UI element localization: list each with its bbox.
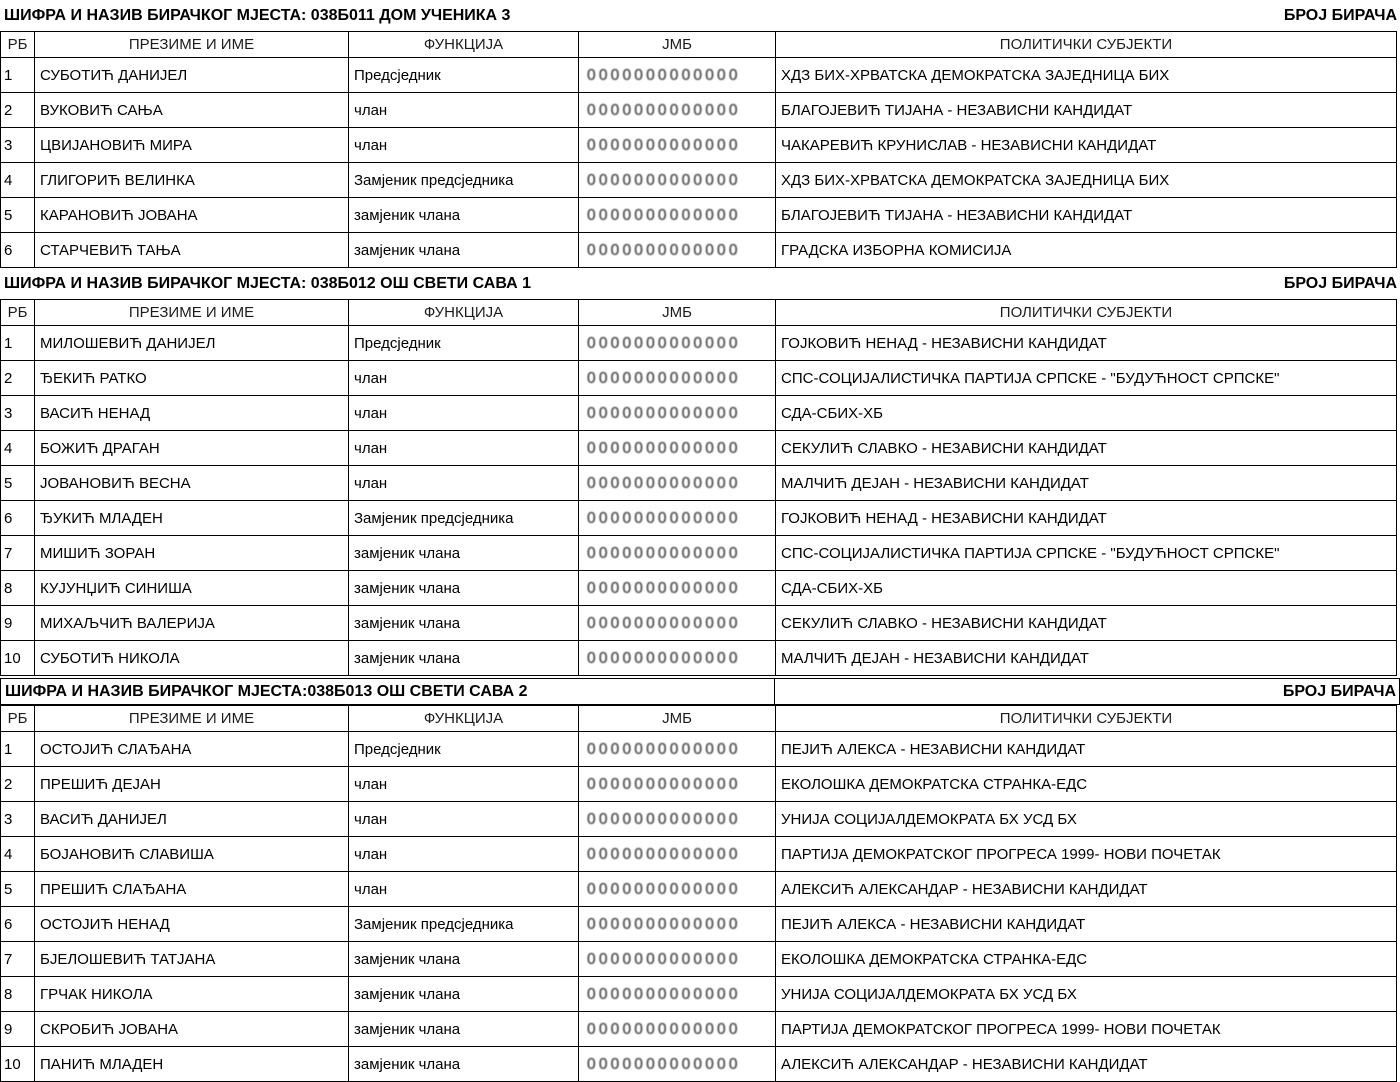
member-jmb-cell bbox=[579, 326, 776, 361]
member-name-cell: ЂЕКИЋ РАТКО bbox=[35, 361, 349, 396]
column-header-function: ФУНКЦИЈА bbox=[349, 300, 579, 326]
table-row bbox=[1, 872, 1397, 907]
row-number-cell: 3 bbox=[1, 802, 35, 837]
committee-members-table bbox=[0, 31, 1397, 268]
row-number-cell: 1 bbox=[1, 326, 35, 361]
member-name-cell: ВУКОВИЋ САЊА bbox=[35, 93, 349, 128]
member-name-cell: МИШИЋ ЗОРАН bbox=[35, 536, 349, 571]
column-header-political-subjects: ПОЛИТИЧКИ СУБЈЕКТИ bbox=[776, 32, 1397, 58]
member-name-cell: СУБОТИЋ ДАНИЈЕЛ bbox=[35, 58, 349, 93]
column-header-name: ПРЕЗИМЕ И ИМЕ bbox=[35, 32, 349, 58]
member-name-cell: ЈОВАНОВИЋ ВЕСНА bbox=[35, 466, 349, 501]
member-function-cell: замјеник члана bbox=[349, 233, 579, 268]
member-jmb-cell bbox=[579, 536, 776, 571]
table-row bbox=[1, 767, 1397, 802]
member-name-cell: ПАНИЋ МЛАДЕН bbox=[35, 1047, 349, 1082]
column-header-jmb: ЈМБ bbox=[579, 32, 776, 58]
political-subject-cell: ГОЈКОВИЋ НЕНАД - НЕЗАВИСНИ КАНДИДАТ bbox=[776, 501, 1397, 536]
member-name-cell: ОСТОЈИЋ НЕНАД bbox=[35, 907, 349, 942]
row-number-cell: 5 bbox=[1, 872, 35, 907]
station-code-and-name-title: ШИФРА И НАЗИВ БИРАЧКОГ МЈЕСТА:038Б013 ОШ СВЕТИ САВА 2 bbox=[1, 679, 775, 704]
station-code-and-name-title: ШИФРА И НАЗИВ БИРАЧКОГ МЈЕСТА: 038Б012 ОШ СВЕТИ САВА 1 bbox=[4, 274, 531, 292]
member-jmb-cell bbox=[579, 907, 776, 942]
table-row bbox=[1, 396, 1397, 431]
column-header-political-subjects: ПОЛИТИЧКИ СУБЈЕКТИ bbox=[776, 300, 1397, 326]
political-subject-cell: ЕКОЛОШКА ДЕМОКРАТСКА СТРАНКА-ЕДС bbox=[776, 942, 1397, 977]
row-number-cell: 9 bbox=[1, 1012, 35, 1047]
row-number-cell: 10 bbox=[1, 641, 35, 676]
political-subject-cell: УНИЈА СОЦИЈАЛДЕМОКРАТА БХ УСД БХ bbox=[776, 977, 1397, 1012]
redacted-jmb-value: 0000000000000 bbox=[587, 250, 741, 259]
member-jmb-cell bbox=[579, 837, 776, 872]
redacted-jmb-value: 0000000000000 bbox=[587, 994, 741, 1003]
table-body bbox=[1, 326, 1397, 676]
political-subject-cell: СЕКУЛИЋ СЛАВКО - НЕЗАВИСНИ КАНДИДАТ bbox=[776, 431, 1397, 466]
row-number-cell: 2 bbox=[1, 93, 35, 128]
political-subject-cell: СДА-СБИХ-ХБ bbox=[776, 396, 1397, 431]
member-jmb-cell bbox=[579, 128, 776, 163]
redacted-jmb-value: 0000000000000 bbox=[587, 75, 741, 84]
member-jmb-cell bbox=[579, 361, 776, 396]
polling-station-section bbox=[0, 0, 1400, 268]
member-jmb-cell bbox=[579, 198, 776, 233]
column-header-name: ПРЕЗИМЕ И ИМЕ bbox=[35, 300, 349, 326]
member-name-cell: ВАСИЋ НЕНАД bbox=[35, 396, 349, 431]
member-name-cell: ГРЧАК НИКОЛА bbox=[35, 977, 349, 1012]
table-row bbox=[1, 431, 1397, 466]
row-number-cell: 4 bbox=[1, 837, 35, 872]
political-subject-cell: СПС-СОЦИЈАЛИСТИЧКА ПАРТИЈА СРПСКЕ - "БУДУЋНОСТ СРПСКЕ" bbox=[776, 536, 1397, 571]
redacted-jmb-value: 0000000000000 bbox=[587, 180, 741, 189]
member-function-cell: члан bbox=[349, 396, 579, 431]
table-header-row bbox=[1, 32, 1397, 58]
member-function-cell: члан bbox=[349, 872, 579, 907]
table-row bbox=[1, 536, 1397, 571]
row-number-cell: 7 bbox=[1, 536, 35, 571]
member-name-cell: ЂУКИЋ МЛАДЕН bbox=[35, 501, 349, 536]
political-subject-cell: МАЛЧИЋ ДЕЈАН - НЕЗАВИСНИ КАНДИДАТ bbox=[776, 641, 1397, 676]
redacted-jmb-value: 0000000000000 bbox=[587, 588, 741, 597]
redacted-jmb-value: 0000000000000 bbox=[587, 1029, 741, 1038]
row-number-cell: 1 bbox=[1, 732, 35, 767]
political-subject-cell: АЛЕКСИЋ АЛЕКСАНДАР - НЕЗАВИСНИ КАНДИДАТ bbox=[776, 1047, 1397, 1082]
redacted-jmb-value: 0000000000000 bbox=[587, 343, 741, 352]
column-header-function: ФУНКЦИЈА bbox=[349, 706, 579, 732]
political-subject-cell: АЛЕКСИЋ АЛЕКСАНДАР - НЕЗАВИСНИ КАНДИДАТ bbox=[776, 872, 1397, 907]
member-function-cell: члан bbox=[349, 466, 579, 501]
member-function-cell: замјеник члана bbox=[349, 942, 579, 977]
row-number-cell: 2 bbox=[1, 361, 35, 396]
member-name-cell: ЦВИЈАНОВИЋ МИРА bbox=[35, 128, 349, 163]
member-jmb-cell bbox=[579, 641, 776, 676]
member-jmb-cell bbox=[579, 732, 776, 767]
member-jmb-cell bbox=[579, 977, 776, 1012]
committee-members-table bbox=[0, 705, 1397, 1082]
voters-count-label: БРОЈ БИРАЧА bbox=[1283, 274, 1397, 292]
member-function-cell: замјеник члана bbox=[349, 606, 579, 641]
political-subject-cell: ПЕЈИЋ АЛЕКСА - НЕЗАВИСНИ КАНДИДАТ bbox=[776, 732, 1397, 767]
political-subject-cell: ЕКОЛОШКА ДЕМОКРАТСКА СТРАНКА-ЕДС bbox=[776, 767, 1397, 802]
table-row bbox=[1, 361, 1397, 396]
member-function-cell: замјеник члана bbox=[349, 641, 579, 676]
member-name-cell: БОЈАНОВИЋ СЛАВИША bbox=[35, 837, 349, 872]
member-name-cell: ОСТОЈИЋ СЛАЂАНА bbox=[35, 732, 349, 767]
table-row bbox=[1, 233, 1397, 268]
redacted-jmb-value: 0000000000000 bbox=[587, 215, 741, 224]
redacted-jmb-value: 0000000000000 bbox=[587, 889, 741, 898]
political-subject-cell: УНИЈА СОЦИЈАЛДЕМОКРАТА БХ УСД БХ bbox=[776, 802, 1397, 837]
row-number-cell: 3 bbox=[1, 128, 35, 163]
table-row bbox=[1, 571, 1397, 606]
member-jmb-cell bbox=[579, 802, 776, 837]
political-subject-cell: БЛАГОЈЕВИЋ ТИЈАНА - НЕЗАВИСНИ КАНДИДАТ bbox=[776, 198, 1397, 233]
table-body bbox=[1, 58, 1397, 268]
row-number-cell: 6 bbox=[1, 501, 35, 536]
column-header-political-subjects: ПОЛИТИЧКИ СУБЈЕКТИ bbox=[776, 706, 1397, 732]
column-header-jmb: ЈМБ bbox=[579, 706, 776, 732]
member-function-cell: замјеник члана bbox=[349, 1047, 579, 1082]
table-row bbox=[1, 1047, 1397, 1082]
member-jmb-cell bbox=[579, 942, 776, 977]
redacted-jmb-value: 0000000000000 bbox=[587, 518, 741, 527]
table-row bbox=[1, 58, 1397, 93]
political-subject-cell: МАЛЧИЋ ДЕЈАН - НЕЗАВИСНИ КАНДИДАТ bbox=[776, 466, 1397, 501]
member-jmb-cell bbox=[579, 58, 776, 93]
table-row bbox=[1, 163, 1397, 198]
redacted-jmb-value: 0000000000000 bbox=[587, 784, 741, 793]
column-header-rb: РБ bbox=[1, 706, 35, 732]
member-name-cell: СКРОБИЋ ЈОВАНА bbox=[35, 1012, 349, 1047]
voters-count-label: БРОЈ БИРАЧА bbox=[1283, 6, 1397, 24]
column-header-rb: РБ bbox=[1, 32, 35, 58]
member-function-cell: члан bbox=[349, 361, 579, 396]
voters-count-label: БРОЈ БИРАЧА bbox=[1282, 682, 1396, 700]
member-name-cell: ПРЕШИЋ ДЕЈАН bbox=[35, 767, 349, 802]
member-function-cell: Предсједник bbox=[349, 58, 579, 93]
row-number-cell: 1 bbox=[1, 58, 35, 93]
polling-station-section bbox=[0, 268, 1400, 676]
member-name-cell: БОЖИЋ ДРАГАН bbox=[35, 431, 349, 466]
redacted-jmb-value: 0000000000000 bbox=[587, 1064, 741, 1073]
row-number-cell: 5 bbox=[1, 198, 35, 233]
row-number-cell: 8 bbox=[1, 977, 35, 1012]
political-subject-cell: ПАРТИЈА ДЕМОКРАТСКОГ ПРОГРЕСА 1999- НОВИ ПОЧЕТАК bbox=[776, 837, 1397, 872]
member-name-cell: КАРАНОВИЋ ЈОВАНА bbox=[35, 198, 349, 233]
table-row bbox=[1, 128, 1397, 163]
member-jmb-cell bbox=[579, 606, 776, 641]
member-jmb-cell bbox=[579, 431, 776, 466]
member-jmb-cell bbox=[579, 93, 776, 128]
member-jmb-cell bbox=[579, 1012, 776, 1047]
member-jmb-cell bbox=[579, 396, 776, 431]
member-function-cell: замјеник члана bbox=[349, 198, 579, 233]
member-function-cell: члан bbox=[349, 93, 579, 128]
station-code-and-name-title: ШИФРА И НАЗИВ БИРАЧКОГ МЈЕСТА: 038Б011 ДОМ УЧЕНИКА 3 bbox=[4, 6, 511, 24]
row-number-cell: 9 bbox=[1, 606, 35, 641]
table-row bbox=[1, 641, 1397, 676]
political-subject-cell: ПЕЈИЋ АЛЕКСА - НЕЗАВИСНИ КАНДИДАТ bbox=[776, 907, 1397, 942]
member-name-cell: МИХАЉЧИЋ ВАЛЕРИЈА bbox=[35, 606, 349, 641]
table-row bbox=[1, 198, 1397, 233]
redacted-jmb-value: 0000000000000 bbox=[587, 959, 741, 968]
column-header-rb: РБ bbox=[1, 300, 35, 326]
member-function-cell: замјеник члана bbox=[349, 536, 579, 571]
member-function-cell: члан bbox=[349, 767, 579, 802]
table-body bbox=[1, 732, 1397, 1082]
political-subject-cell: ПАРТИЈА ДЕМОКРАТСКОГ ПРОГРЕСА 1999- НОВИ ПОЧЕТАК bbox=[776, 1012, 1397, 1047]
member-function-cell: Предсједник bbox=[349, 326, 579, 361]
political-subject-cell: ЧАКАРЕВИЋ КРУНИСЛАВ - НЕЗАВИСНИ КАНДИДАТ bbox=[776, 128, 1397, 163]
member-function-cell: замјеник члана bbox=[349, 571, 579, 606]
member-function-cell: замјеник члана bbox=[349, 977, 579, 1012]
redacted-jmb-value: 0000000000000 bbox=[587, 924, 741, 933]
redacted-jmb-value: 0000000000000 bbox=[587, 145, 741, 154]
political-subject-cell: ХДЗ БИХ-ХРВАТСКА ДЕМОКРАТСКА ЗАЈЕДНИЦА БИХ bbox=[776, 163, 1397, 198]
redacted-jmb-value: 0000000000000 bbox=[587, 623, 741, 632]
table-row bbox=[1, 1012, 1397, 1047]
member-function-cell: члан bbox=[349, 802, 579, 837]
section-title-band bbox=[0, 268, 1400, 299]
row-number-cell: 8 bbox=[1, 571, 35, 606]
member-jmb-cell bbox=[579, 767, 776, 802]
row-number-cell: 10 bbox=[1, 1047, 35, 1082]
redacted-jmb-value: 0000000000000 bbox=[587, 658, 741, 667]
redacted-jmb-value: 0000000000000 bbox=[587, 378, 741, 387]
row-number-cell: 4 bbox=[1, 163, 35, 198]
table-row bbox=[1, 326, 1397, 361]
column-header-function: ФУНКЦИЈА bbox=[349, 32, 579, 58]
member-jmb-cell bbox=[579, 163, 776, 198]
row-number-cell: 2 bbox=[1, 767, 35, 802]
redacted-jmb-value: 0000000000000 bbox=[587, 110, 741, 119]
member-function-cell: Замјеник предсједника bbox=[349, 163, 579, 198]
table-row bbox=[1, 977, 1397, 1012]
member-function-cell: члан bbox=[349, 837, 579, 872]
table-row bbox=[1, 466, 1397, 501]
table-header-row bbox=[1, 706, 1397, 732]
redacted-jmb-value: 0000000000000 bbox=[587, 819, 741, 828]
member-name-cell: МИЛОШЕВИЋ ДАНИЈЕЛ bbox=[35, 326, 349, 361]
member-function-cell: члан bbox=[349, 431, 579, 466]
political-subject-cell: СПС-СОЦИЈАЛИСТИЧКА ПАРТИЈА СРПСКЕ - "БУДУЋНОСТ СРПСКЕ" bbox=[776, 361, 1397, 396]
member-name-cell: КУЈУНЏИЋ СИНИША bbox=[35, 571, 349, 606]
member-name-cell: ВАСИЋ ДАНИЈЕЛ bbox=[35, 802, 349, 837]
redacted-jmb-value: 0000000000000 bbox=[587, 483, 741, 492]
political-subject-cell: СДА-СБИХ-ХБ bbox=[776, 571, 1397, 606]
section-title-band bbox=[0, 678, 1400, 705]
member-function-cell: члан bbox=[349, 128, 579, 163]
redacted-jmb-value: 0000000000000 bbox=[587, 854, 741, 863]
member-jmb-cell bbox=[579, 1047, 776, 1082]
redacted-jmb-value: 0000000000000 bbox=[587, 413, 741, 422]
member-function-cell: замјеник члана bbox=[349, 1012, 579, 1047]
table-row bbox=[1, 942, 1397, 977]
member-jmb-cell bbox=[579, 466, 776, 501]
redacted-jmb-value: 0000000000000 bbox=[587, 448, 741, 457]
member-jmb-cell bbox=[579, 571, 776, 606]
member-name-cell: ГЛИГОРИЋ ВЕЛИНКА bbox=[35, 163, 349, 198]
table-row bbox=[1, 606, 1397, 641]
row-number-cell: 6 bbox=[1, 233, 35, 268]
political-subject-cell: БЛАГОЈЕВИЋ ТИЈАНА - НЕЗАВИСНИ КАНДИДАТ bbox=[776, 93, 1397, 128]
column-header-jmb: ЈМБ bbox=[579, 300, 776, 326]
redacted-jmb-value: 0000000000000 bbox=[587, 749, 741, 758]
member-name-cell: СТАРЧЕВИЋ ТАЊА bbox=[35, 233, 349, 268]
row-number-cell: 3 bbox=[1, 396, 35, 431]
polling-station-section bbox=[0, 678, 1400, 1082]
member-function-cell: Предсједник bbox=[349, 732, 579, 767]
row-number-cell: 6 bbox=[1, 907, 35, 942]
political-subject-cell: ГОЈКОВИЋ НЕНАД - НЕЗАВИСНИ КАНДИДАТ bbox=[776, 326, 1397, 361]
column-header-name: ПРЕЗИМЕ И ИМЕ bbox=[35, 706, 349, 732]
member-function-cell: Замјеник предсједника bbox=[349, 907, 579, 942]
member-name-cell: СУБОТИЋ НИКОЛА bbox=[35, 641, 349, 676]
row-number-cell: 5 bbox=[1, 466, 35, 501]
committee-members-table bbox=[0, 299, 1397, 676]
table-row bbox=[1, 907, 1397, 942]
section-title-band bbox=[0, 0, 1400, 31]
member-jmb-cell bbox=[579, 501, 776, 536]
table-row bbox=[1, 93, 1397, 128]
member-name-cell: БЈЕЛОШЕВИЋ ТАТЈАНА bbox=[35, 942, 349, 977]
political-subject-cell: СЕКУЛИЋ СЛАВКО - НЕЗАВИСНИ КАНДИДАТ bbox=[776, 606, 1397, 641]
table-row bbox=[1, 501, 1397, 536]
political-subject-cell: ГРАДСКА ИЗБОРНА КОМИСИЈА bbox=[776, 233, 1397, 268]
member-name-cell: ПРЕШИЋ СЛАЂАНА bbox=[35, 872, 349, 907]
member-jmb-cell bbox=[579, 872, 776, 907]
political-subject-cell: ХДЗ БИХ-ХРВАТСКА ДЕМОКРАТСКА ЗАЈЕДНИЦА БИХ bbox=[776, 58, 1397, 93]
table-row bbox=[1, 802, 1397, 837]
member-function-cell: Замјеник предсједника bbox=[349, 501, 579, 536]
table-row bbox=[1, 732, 1397, 767]
redacted-jmb-value: 0000000000000 bbox=[587, 553, 741, 562]
row-number-cell: 7 bbox=[1, 942, 35, 977]
row-number-cell: 4 bbox=[1, 431, 35, 466]
member-jmb-cell bbox=[579, 233, 776, 268]
table-header-row bbox=[1, 300, 1397, 326]
table-row bbox=[1, 837, 1397, 872]
